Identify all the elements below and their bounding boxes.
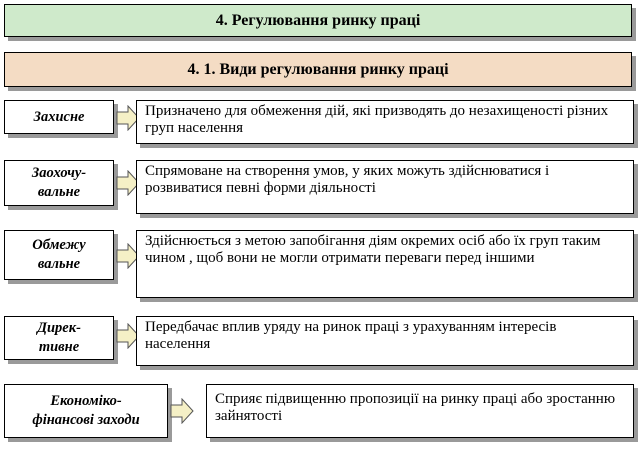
- type-description-protective: Призначено для обмеження дій, які призводять до незахищеності різних груп населення: [136, 100, 634, 144]
- type-label-directive: Дирек-тивне: [4, 316, 114, 360]
- type-label-incentive: Заохочу-вальне: [4, 160, 114, 206]
- subtitle-box: [4, 52, 632, 87]
- subtitle: 4. 1. Види регулювання ринку праці: [187, 60, 449, 78]
- type-label-economic-financial: Економіко-фінансові заходи: [4, 384, 168, 438]
- type-description-directive: Передбачає вплив уряду на ринок праці з урахуванням інтересів населення: [136, 316, 634, 366]
- main-title-box: [4, 4, 632, 37]
- type-label-restrictive: Обмежу вальне: [4, 230, 114, 280]
- type-label-protective: Захисне: [4, 100, 114, 134]
- type-description-incentive: Спрямоване на створення умов, у яких можуть здійснюватися і розвиватися певні форми діяльності: [136, 160, 634, 214]
- type-description-economic-financial: Сприяє підвищенню пропозиції на ринку праці або зростанню зайнятості: [206, 384, 634, 438]
- type-description-restrictive: Здійснюється з метою запобігання діям окремих осіб або їх груп таким чином , щоб вони не могли отримати переваги перед іншими: [136, 230, 634, 298]
- block-arrow-right-icon: [170, 398, 194, 424]
- main-title: 4. Регулювання ринку праці: [215, 11, 421, 29]
